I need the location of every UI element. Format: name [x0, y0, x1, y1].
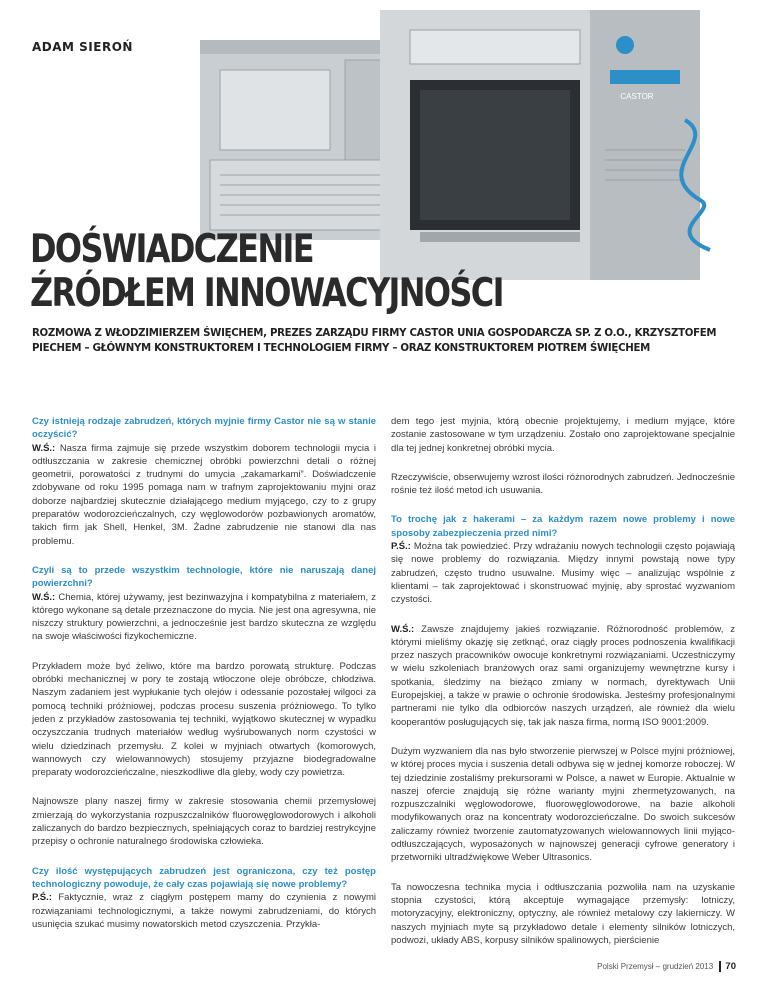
question: To trochę jak z hakerami – za każdym razem nowe problemy i nowe sposoby zabezpieczenia przed nimi?: [391, 514, 735, 539]
speaker: W.Ś.:: [32, 442, 56, 454]
answer-text: Faktycznie, wraz z ciągłym postępem mamy do czynienia z nowymi rozwiązaniami technologicznymi, a także nowymi zabrudzeniami, do których usunięcia szukać musimy nowatorskich metod czyszczenia. Przykła-: [32, 892, 376, 930]
answer-text: Chemia, której używamy, jest bezinwazyjna i kompatybilna z materiałem, z którego wykonane są detale przeznaczone do mycia. Nie jest ona agresywna, nie niszczy struktury powierzchni, a jednocześnie jest bardzo skuteczna ze względu na swoje właściwości fizykochemiczne.: [32, 591, 376, 643]
paragraph: [32, 865, 376, 931]
machine-brand-label: CASTOR: [620, 92, 654, 101]
left-column: [32, 415, 376, 947]
paragraph: Najnowsze plany naszej firmy w zakresie stosowania chemii przemysłowej zmierzają do wykorzystania rozpuszczalników fluorowęglowodorowych i alkoholi zaliczanych do bardzo bezpiecznych, spełniających coraz to bardziej restrykcyjne przepisy o ochronie naturalnego środowiska człowieka.: [32, 796, 376, 848]
paragraph: Przykładem może być żeliwo, które ma bardzo porowatą strukturę. Podczas obróbki mechanicznej w pory te zostają wtłoczone oleje obróbcze, chłodziwa. Naszym zadaniem jest wypłukanie tych olejów i odessanie pozostałej wilgoci za pomocą techniki próżniowej, podczas procesu suszenia próżniowego. To tylko jeden z przykładów zastosowania tej techniki, wyjątkowo skutecznej w wypadku oczyszczania trudnych materiałów według wyśrubowanych norm czystości w wielu dziedzinach przemysłu. Z kolei w myjniach otwartych (komorowych, wannowych czy wielowannowych) stosujemy przyjazne biodegradowalne preparaty wodorozcieńczalne, nieszkodliwe dla gleby, wody czy powietrza.: [32, 660, 376, 779]
question: Czy istnieją rodzaje zabrudzeń, których myjnie firmy Castor nie są w stanie oczyścić?: [32, 416, 376, 441]
article-headline: [30, 228, 503, 316]
author-name: ADAM SIEROŃ: [32, 40, 133, 54]
answer-text: Zawsze znajdujemy jakieś rozwiązanie. Różnorodność problemów, z którymi mieliśmy okazję się zetknąć, oraz ciągły proces podnoszenia kwalifikacji przez naszych pracowników owocuje konkretnymi rozwiązaniami. Uczestniczymy w wielu szkoleniach branżowych oraz sami organizujemy wewnętrzne kursy i spotkania, śledzimy na bieżąco zmiany w normach, dyrektywach Unii Europejskiej, a także w prawie o ochronie środowiska. Jesteśmy profesjonalnymi partnerami nie tylko dla odbiorców naszych urządzeń, ale również dla wielu kooperantów posługujących się, tak jak nasza firma, normą ISO 9001:2009.: [391, 623, 735, 728]
page-footer: [597, 961, 736, 972]
paragraph: Ta nowoczesna technika mycia i odtłuszczania pozwoliła nam na uzyskanie stopnia czystości, którą akceptuje wymagające przemysły: lotniczy, motoryzacyjny, elektroniczny, optyczny, ale również metalowy czy lakierniczy. W naszych myjniach myte są przykładowo detale i elementy silników lotniczych, podwozi, układy ABS, korpusy silników spalinowych, pierścienie: [391, 881, 735, 946]
article-subtitle: ROZMOWA Z WŁODZIMIERZEM ŚWIĘCHEM, PREZES ZARZĄDU FIRMY CASTOR UNIA GOSPODARCZA SP. Z O.O., KRZYSZTOFEM PIECHEM – GŁÓWNYM KONSTRUKTOREM I TECHNOLOGIEM FIRMY – ORAZ KONSTRUKTOREM PIOTREM ŚWIĘCHEM: [32, 328, 717, 354]
page-number: 70: [719, 961, 736, 972]
paragraph: [32, 415, 376, 548]
speaker: W.Ś.:: [391, 623, 415, 635]
paragraph: dem tego jest myjnia, którą obecnie projektujemy, i medium myjące, które zostanie zastosowane w tym urządzeniu. Zostało ono zaprojektowane specjalnie dla tej jednej konkretnej obróbki mycia.: [391, 416, 735, 454]
answer-text: Nasza firma zajmuje się przede wszystkim doborem technologii mycia i odtłuszczania w zakresie chemicznej obróbki powierzchni detali o różnej geometrii, porowatości z trudnymi do umycia „zakamarkami”. Doświadczenie zdobywane od roku 1995 pomaga nam w trafnym zaprojektowaniu myjni oraz doborze najbardziej skutecznie działającego medium myjącego, czy to z grupy preparatów wodorozcieńczalnych, czy węglowodorów pozbawionych aromatów, takich firm jak Shell, Henkel, 3M. Żadne zabrudzenie nie stanowi dla nas problemu.: [32, 442, 377, 547]
speaker: P.Ś.:: [391, 541, 411, 553]
washer-machine-left: [200, 40, 410, 240]
paragraph: [391, 623, 735, 729]
headline-line-2: ŹRÓDŁEM INNOWACYJNOŚCI: [30, 271, 503, 316]
speaker: P.Ś.:: [32, 892, 52, 904]
right-column: [391, 415, 735, 963]
answer-text: Można tak powiedzieć. Przy wdrażaniu nowych technologii często pojawiają się nowe problemy do rozwiązania. Między innymi powstają nowe typy zabrudzeń, często trudno usuwalne. Musimy więc – analizując wspólnie z klientami – tak zaprojektować i skonstruować myjnię, aby sprostać wyzwaniom czystości.: [391, 541, 735, 606]
paragraph: [391, 513, 735, 606]
question: Czyli są to przede wszystkim technologie, które nie naruszają danej powierzchni?: [32, 564, 376, 590]
publication-name: Polski Przemysł – grudzień 2013: [597, 962, 714, 971]
headline-line-1: DOŚWIADCZENIE: [30, 227, 313, 272]
paragraph: [32, 564, 376, 644]
speaker: W.Ś.:: [32, 591, 56, 603]
paragraph: Rzeczywiście, obserwujemy wzrost ilości różnorodnych zabrudzeń. Jednocześnie rośnie też ilość metod ich usuwania.: [391, 471, 735, 497]
paragraph: Dużym wyzwaniem dla nas było stworzenie pierwszej w Polsce myjni próżniowej, w której proces mycia i suszenia detali odbywa się w jednej komorze roboczej. W tej dziedzinie zostaliśmy prekursorami w Polsce, a nawet w Europie. Aktualnie w naszej ofercie znajdują się różne warianty myjni zhermetyzowanych, na rozpuszczalniki węglowodorowe, fluorowęglowodorowe, na bazie alkoholi modyfikowanych oraz na koncentraty wodorozcieńczalne. Do swoich sukcesów zaliczamy również tworzenie zautomatyzowanych wielowannowych linii myjąco-odtłuszczających, wyposażonych w najnowszej generacji cyfrowe generatory i przetworniki ultradźwiękowe Weber Ultrasonics.: [391, 745, 735, 864]
logo-icon: [616, 36, 634, 54]
question: Czy ilość występujących zabrudzeń jest ograniczona, czy też postęp technologiczny powoduje, że cały czas pojawiają się nowe problemy?: [32, 865, 376, 890]
